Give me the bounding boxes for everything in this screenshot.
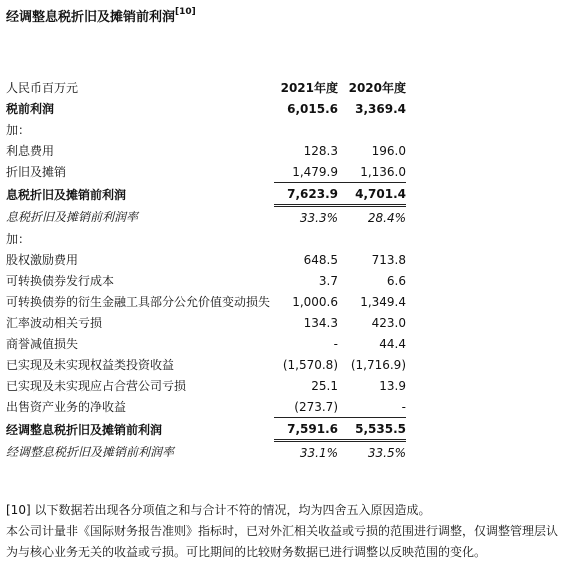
table-row [6, 249, 406, 270]
table-row [6, 441, 406, 464]
row-label: 可转换债券发行成本 [6, 274, 115, 288]
col-header-2020: 2020年度 [348, 81, 406, 95]
row-value-2020: - [338, 396, 406, 418]
row-label: 股权激励费用 [6, 253, 79, 267]
row-value-2020: 44.4 [379, 336, 406, 351]
row-value-2021 [274, 228, 338, 249]
row-label: 商誉减值损失 [6, 337, 79, 351]
row-value-2020: (1,716.9) [350, 357, 406, 372]
footnotes [6, 500, 572, 563]
row-value-2021: 6,015.6 [287, 101, 338, 116]
row-label: 息税折旧及摊销前利润 [6, 187, 127, 202]
table-row [6, 140, 406, 161]
row-value-2020: 33.5% [367, 445, 406, 460]
title-text: 经调整息税折旧及摊销前利润 [6, 10, 176, 25]
table-row [6, 312, 406, 333]
footnote-ref: [10] [175, 6, 196, 17]
row-value-2020 [338, 228, 406, 249]
table-row [6, 354, 406, 375]
footnote-line: [10] 以下数据若出现各分项值之和与合计不符的情况，均为四舍五入原因造成。 [6, 503, 431, 517]
row-value-2021: 7,591.6 [274, 418, 338, 441]
table-header-row [6, 77, 406, 98]
table-row [6, 228, 406, 249]
row-label: 折旧及摊销 [6, 165, 67, 180]
row-label: 可转换债券的衍生金融工具部分公允价值变动损失 [6, 295, 271, 309]
financial-table [6, 77, 406, 463]
row-label: 加： [6, 123, 31, 137]
row-value-2021: (1,570.8) [282, 357, 338, 372]
table-row [6, 333, 406, 354]
row-value-2020: 196.0 [371, 143, 406, 158]
row-label: 经调整息税折旧及摊销前利润 [6, 422, 163, 437]
row-value-2020: 1,136.0 [360, 164, 406, 179]
page-title [6, 6, 196, 25]
table-row [6, 270, 406, 291]
row-label: 已实现及未实现应占合营公司亏损 [6, 379, 187, 393]
table-row [6, 98, 406, 119]
row-value-2020: 3,369.4 [355, 101, 406, 116]
row-value-2020: 28.4% [367, 210, 406, 225]
row-value-2021: 33.1% [299, 445, 338, 460]
row-label: 汇率波动相关亏损 [6, 316, 103, 330]
row-value-2021: (273.7) [274, 396, 338, 418]
table-row [6, 375, 406, 396]
row-label: 已实现及未实现权益类投资收益 [6, 358, 175, 372]
table-row [6, 161, 406, 183]
row-value-2021 [274, 119, 338, 140]
row-value-2020: 713.8 [371, 252, 406, 267]
table-row [6, 206, 406, 229]
row-value-2021: 128.3 [303, 143, 338, 158]
row-value-2021: 25.1 [311, 378, 338, 393]
row-label: 加： [6, 232, 31, 246]
row-value-2021: 1,479.9 [292, 164, 338, 179]
row-value-2021: 1,000.6 [292, 294, 338, 309]
footnote-line: 本公司计量非《国际财务报告准则》指标时，已对外汇相关收益或亏损的范围进行调整，仅调整管理层认 [6, 524, 559, 538]
row-value-2021: 134.3 [303, 315, 338, 330]
table-row [6, 418, 406, 441]
row-label: 经调整息税折旧及摊销前利润率 [6, 445, 175, 460]
row-value-2020: 6.6 [386, 273, 406, 288]
row-value-2021: 7,623.9 [274, 183, 338, 206]
row-value-2020: 423.0 [371, 315, 406, 330]
row-value-2020 [338, 119, 406, 140]
table-row [6, 183, 406, 206]
table-row [6, 291, 406, 312]
row-value-2020: 13.9 [379, 378, 406, 393]
row-value-2020: 5,535.5 [338, 418, 406, 441]
row-value-2021: 648.5 [303, 252, 338, 267]
row-label: 息税折旧及摊销前利润率 [6, 210, 139, 225]
row-value-2021: - [333, 336, 338, 351]
row-label: 税前利润 [6, 102, 55, 116]
table-row [6, 396, 406, 418]
row-value-2020: 4,701.4 [338, 183, 406, 206]
row-label: 出售资产业务的净收益 [6, 400, 127, 415]
row-value-2020: 1,349.4 [360, 294, 406, 309]
col-header-2021: 2021年度 [280, 81, 338, 95]
row-value-2021: 33.3% [299, 210, 338, 225]
unit-label: 人民币百万元 [6, 81, 79, 95]
row-label: 利息费用 [6, 144, 55, 158]
table-row [6, 119, 406, 140]
row-value-2021: 3.7 [318, 273, 338, 288]
footnote-line: 为与核心业务无关的收益或亏损。可比期间的比较财务数据已进行调整以反映范围的变化。 [6, 545, 487, 559]
